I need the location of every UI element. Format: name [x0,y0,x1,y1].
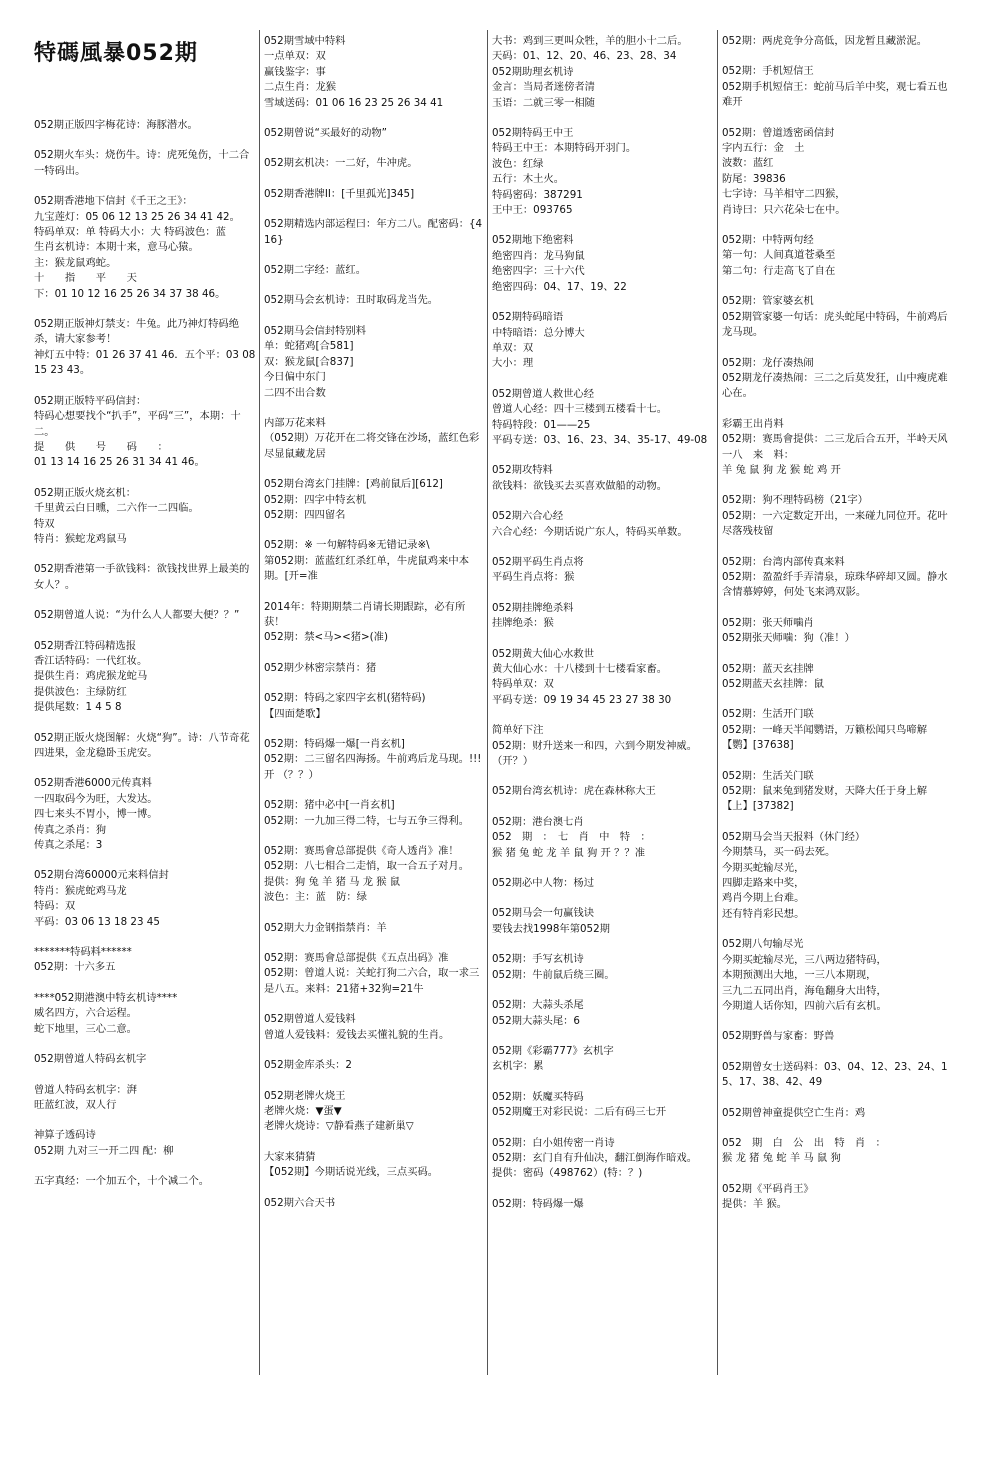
text-line: 王中王：093765 [492,204,573,217]
text-block [722,356,948,402]
text-block [34,1083,256,1114]
text-line: 052期龙仔凑热闹：三二之后莫发狂，山中瘦虎难心在。 [722,371,948,400]
text-line: 特码心想要找个“扒手”，平码“三”，本期：十二。 [34,410,241,438]
text-line: 玉语：二就三零一相随 [492,96,595,109]
text-line: 绝密四码：04、17、19、22 [492,280,627,293]
text-line: 052期助理玄机诗 [492,65,574,78]
text-line: 052期魔王对彩民说：二后有码三七开 [492,1106,667,1119]
text-line: 052期：管家婆玄机 [722,295,814,308]
text-line: 要钱去找1998年第052期 [492,922,610,935]
text-block [722,1182,948,1213]
text-line: 老牌火烧诗：▽静看燕子建新巢▽ [264,1120,414,1133]
text-line: 052期金库杀头：2 [264,1059,352,1072]
text-line: 大书：鸡到三更叫众牲，羊的胆小十二后。 [492,35,688,47]
text-line: 052期《平码肖王》 [722,1182,814,1195]
text-line: 金言：当局者迷傍者清 [492,81,595,94]
text-block [34,991,256,1037]
text-block [492,126,714,218]
text-block [264,921,484,936]
text-block [722,34,948,49]
text-line: 平码生肖点将：猴 [492,571,575,584]
text-line: 052期香港第一手欲钱料：欲钱找世界上最美的女人？。 [34,563,250,591]
text-line: 052期香港牌II：[千里孤光]345] [264,187,415,200]
text-line: （052期）万花开在二将交锋在沙场，蓝红色彩尽显鼠藏龙居 [264,432,480,460]
text-line: 平码专送：09 19 34 45 23 27 38 30 [492,693,672,706]
text-line: 052期马会当天报料（休门经） [722,830,866,843]
text-block [34,731,256,762]
text-line: 还有特肖彩民想。 [722,907,805,920]
text-line: 肖诗曰：只六花朵七在中。 [722,203,846,216]
text-line: 052期大力金钢指禁肖：羊 [264,921,387,934]
text-line: 传真之杀尾：3 [34,839,103,852]
text-line: *******特码料****** [34,946,132,959]
text-line: 提供波色：主绿防红 [34,685,127,698]
text-line: 052期曾道人说：“为什么人人都要大便？？” [34,609,240,622]
text-block [492,310,714,372]
text-line: 052期：牛前鼠后绕三圈。 [492,968,615,981]
text-line: 052期正版火烧图解：火烧“狗”。诗：八节奇花四进果，金龙稳卧玉虎安。 [34,731,250,759]
text-line: 052期：一九加三得二特，七与五争三得利。 [264,814,469,827]
text-line: 052期：曾道透密函信封 [722,126,835,139]
text-line: 【052期】今期话说光线，三点买码。 [264,1166,439,1179]
text-line: 提供：羊 猴。 [722,1198,788,1211]
text-block [492,952,714,983]
text-line: 052期：十六多五 [34,961,116,974]
text-line: 052期张天师噛：狗（准！） [722,632,855,645]
text-block [34,1052,256,1067]
text-block [492,1044,714,1075]
text-block [492,876,714,891]
text-block [264,34,484,111]
text-line: 旺蓝红波，双人行 [34,1098,117,1111]
text-line: 一点单双：双 [264,50,326,63]
text-line: 052期手机短信王：蛇前马后羊中奖，观七看五也难开 [722,80,948,109]
text-block [722,769,948,815]
text-line: 052期特码王中王 [492,127,574,140]
text-block [722,830,948,922]
text-line: 提供：密码（498762）(特：？) [492,1167,643,1180]
text-line: 老牌火烧：▼蛋▼ [264,1104,342,1117]
text-block [264,1012,484,1043]
text-line: 特码单双：双 [492,678,554,691]
text-line: 052期曾说“买最好的动物” [264,127,387,140]
text-block [34,868,256,930]
text-line: 波色：红绿 [492,157,544,170]
text-line: 052期正版特平码信封： [34,394,147,407]
text-block [492,34,714,111]
text-line: 052期：特码爆一爆[一肖玄机] [264,738,405,750]
text-block [264,844,484,906]
text-line: 052期管家婆一句话：虎头蛇尾中特码，牛前鸡后龙马现。 [722,310,948,339]
text-line: 猴 龙 猪 兔 蛇 羊 马 鼠 狗 [722,1152,841,1165]
text-line: 052期火车头：烧伤牛。诗：虎死兔伤，十二合一特码出。 [34,149,250,177]
text-block [34,608,256,623]
text-line: 防尾：39836 [722,172,786,185]
text-line: 052期精选内部运程曰：年方二八。配密码：{416} [264,218,483,246]
text-block [492,723,714,769]
text-line: 四脚走路来中奖， [722,877,805,890]
text-line: 曾道人心经：四十三楼到五楼看十七。 [492,403,668,416]
text-line: 052期：八七相合二走悄，取一合五子对月。 [264,860,469,873]
text-block [264,1196,484,1211]
column-divider [259,30,260,1375]
text-line: 052期香港地下信封《千王之王》： [34,195,193,208]
text-line: 单：蛇猪鸡[合581] [264,340,354,353]
text-line: 052期：财升送来一和四，六到今期发神威。（开？） [492,739,697,768]
text-line: 简单好下注 [492,724,544,737]
text-block [264,416,484,462]
text-line: 052期：龙仔凑热闹 [722,356,814,369]
text-block [722,233,948,279]
text-block [264,1058,484,1073]
text-line: 生肖玄机诗：本期十来，意马心猿。 [34,241,199,254]
text-line: 平码：03 06 13 18 23 45 [34,915,160,928]
text-line: 052期马会玄机诗：丑时取码龙当先。 [264,294,439,307]
text-line: 052期：赛馬會总部提供《奇人透肖》准！ [264,845,459,858]
text-line: 052期 九对三一开二四 配：柳 [34,1144,174,1157]
text-line: 羊 兔 鼠 狗 龙 猴 蛇 鸡 开 [722,463,841,476]
column-1 [34,118,256,1458]
text-line: 052期黄大仙心水救世 [492,647,595,660]
text-block [722,616,948,647]
text-line: 香江话特码：一代红妆。 [34,654,148,667]
text-line: 威名四方，六合运程。 [34,1007,137,1020]
text-line: 052期蓝天玄挂牌：鼠 [722,678,825,690]
text-line: 052 期 白 公 出 特 肖 ： [722,1136,886,1149]
column-3 [492,34,714,1374]
text-block [34,562,256,593]
text-line: 特肖：猴虎蛇鸡马龙 [34,884,127,897]
text-line: 欲钱料：欲钱买去买喜欢做船的动物。 [492,479,668,492]
text-block [722,1029,948,1044]
text-block [264,661,484,676]
text-line: 052期特码暗语 [492,311,564,324]
text-block [264,217,484,248]
text-block [264,1089,484,1135]
text-block [264,951,484,997]
text-line: 2014年：特期期禁二肖请长期跟踪，必有所获！ [264,600,466,628]
text-line: 052期：二三留名四海扬。牛前鸡后龙马现。!!! 开 （？？） [264,753,482,781]
text-line: 052期：玄门自有升仙决，翻江倒海作暗戏。 [492,1151,697,1164]
text-line: 一四取码今为旺，大发达。 [34,792,158,805]
text-line: 052期：两虎竞争分高低，因龙暂且藏淤泥。 [722,35,927,47]
text-block [492,233,714,295]
text-line: 052期《彩霸777》玄机字 [492,1044,614,1057]
text-line: 单双：双 [492,341,534,354]
text-line: 052期野兽与家畜：野兽 [722,1030,835,1043]
text-line: 平码专送：03、16、23、34、35-17、49-08 [492,433,708,446]
column-2 [264,34,484,1374]
text-line: 052期：一六定数定开出，一来碰九同位开。花叶尽落残枝留 [722,509,948,538]
text-block [264,324,484,401]
text-line: 052期：中特两句经 [722,234,814,247]
text-line: 曾道人特码玄机字：湃 [34,1083,137,1096]
text-line: 特码特段：01——25 [492,418,591,431]
text-block [34,1174,256,1189]
text-line: 052期马会一句赢钱诀 [492,907,595,920]
text-line: 052期六合心经 [492,510,564,523]
column-divider [487,30,488,1375]
text-line: 特码：双 [34,900,76,913]
text-block [264,538,484,584]
text-block [722,555,948,601]
text-line: 大家来猜猜 [264,1150,316,1163]
text-line: 052期：赛馬會总部提供《五点出码》准 [264,952,449,965]
text-line: 052期曾神童提供空亡生肖：鸡 [722,1106,866,1119]
text-block [722,1136,948,1167]
text-line: 052期必中人物：杨过 [492,877,595,890]
text-line: 052期挂牌绝杀料 [492,601,574,614]
text-line: 052期：猪中必中[一肖玄机] [264,799,395,812]
text-block [34,1128,256,1159]
text-line: 神算子透码诗 [34,1129,96,1142]
text-line: 052期曾女士送码料：03、04、12、23、24、15、17、38、42、49 [722,1060,948,1089]
text-line: 052期：鼠来兔到猪发财，天降大任于身上解【上】[37382] [722,785,927,813]
column-4 [722,34,948,1374]
text-block [264,1150,484,1181]
text-line: 玄机字：累 [492,1060,544,1073]
page-title: 特碼風暴052期 [34,41,198,66]
text-line: 今期买蛇输尽光，三八两边猪特码， [722,953,887,966]
text-block [34,776,256,853]
text-block [492,387,714,449]
text-line: 052期八句输尽光 [722,938,804,951]
text-line: 特双 [34,517,55,530]
text-line: 052期：手写玄机诗 [492,953,584,966]
text-line: 内部万花来料 [264,416,326,429]
text-block [492,998,714,1029]
text-line: 绝密四肖：龙马狗鼠 [492,249,585,262]
text-line: 052期玄机决：一二好，牛冲虎。 [264,157,418,170]
text-line: 052期台湾60000元来料信封 [34,869,169,882]
text-line: 提 供 号 码 ： [34,440,168,453]
text-line: 052期平码生肖点将 [492,555,584,568]
text-line: 特码单双：单 特码大小：大 特码波色：蓝 [34,226,226,239]
text-line: 052期：台湾内部传真来料 [722,555,845,568]
text-line: 052期曾道人特码玄机字 [34,1053,147,1066]
text-line: 052期：※ 一句解特码※无错记录※\ [264,539,430,552]
text-line: 052期台湾玄机诗：虎在森林称大王 [492,785,656,798]
text-line: 052期：手机短信王 [722,65,814,78]
text-line: 提供：狗 兔 羊 猪 马 龙 猴 鼠 [264,875,401,888]
text-line: 01 13 14 16 25 26 31 34 41 46。 [34,456,205,469]
text-line: 052期：特码之家四字玄机(猪特码) [264,692,426,705]
text-line: 【四面楚歌】 [264,707,326,720]
text-block [34,148,256,179]
text-block [492,647,714,709]
text-line: 字内五行：金 土 [722,142,805,155]
text-block [264,156,484,171]
text-block [722,493,948,539]
text-line: 052期攻特料 [492,464,553,477]
text-line: 十 指 平 天 [34,272,137,285]
text-line: 052期：特码爆一爆 [492,1197,584,1210]
text-line: 提供生肖：鸡虎猴龙蛇马 [34,670,148,683]
text-block [264,126,484,141]
text-line: 052期：张天师噛肖 [722,616,814,629]
text-line: 052期六合天书 [264,1196,336,1209]
text-line: 052期：一峰天半闻鹦语，万籁松闻只鸟啼解【鹦】[37638] [722,723,927,752]
text-line: 波色：主：蓝 防：绿 [264,891,367,904]
text-block [492,815,714,861]
text-line: 本期预测出大地，一三八本期现， [722,969,877,982]
text-line: 下：01 10 12 16 25 26 34 37 38 46。 [34,287,226,300]
text-block [492,555,714,586]
text-block [34,394,256,471]
text-line: 七字诗：马羊相守二四猴， [722,188,846,201]
text-block [722,294,948,340]
text-line: 赢钱鉴字：事 [264,65,326,78]
text-line: 三九二五同出肖，海龟翻身大出特， [722,984,887,997]
text-line: 双：猴龙鼠[合837] [264,355,354,368]
text-line: 波数：蓝红 [722,157,774,170]
text-line: 052期正版神灯禁支：牛兔。此乃神灯特码绝杀，请大家参考！ [34,318,239,346]
text-line: 052期：港台澳七肖 [492,815,584,828]
text-block [264,477,484,523]
text-line: 特肖：猴蛇龙鸡鼠马 [34,532,127,545]
text-line: 四七来头不胃小，博一博。 [34,808,158,821]
text-line: 052期：四四留名 [264,508,346,521]
text-line: 传真之杀肖：狗 [34,823,107,836]
text-line: 今期道人话你知，四前六后有玄机。 [722,999,887,1012]
text-line: 052期香江特码精选报 [34,639,137,652]
text-block [722,417,948,479]
text-line: 052 期 ： 七 肖 中 特 ： [492,831,651,844]
text-block [34,486,256,548]
text-line: 二点生肖：龙猴 [264,81,337,94]
text-block [264,187,484,202]
text-line: 今期买蛇输尽光， [722,861,805,874]
text-line: 五字真经：一个加五个，十个减二个。 [34,1175,210,1188]
text-line: 挂牌绝杀：猴 [492,617,554,630]
text-line: 绝密四字：三十六代 [492,265,585,278]
text-block [34,118,256,133]
text-block [264,600,484,646]
text-line: 第052期：蓝蓝红红杀红单，牛虎鼠鸡来中本期。[开=准 [264,554,469,583]
text-line: 提供尾数：1 4 5 8 [34,701,122,714]
text-line: 052期台湾玄门挂牌：[鸡前鼠后][612] [264,478,443,491]
text-block [492,1090,714,1121]
text-line: 黄大仙心水：十八楼到十七楼看家畜。 [492,663,668,675]
text-line: 052期香港6000元传真料 [34,777,152,790]
text-block [34,317,256,379]
text-line: 052期大蒜头尾：6 [492,1014,580,1027]
text-block [722,64,948,110]
text-line: 052期正版火烧玄机： [34,486,137,499]
text-block [492,784,714,799]
text-line: 今日偏中东门 [264,371,326,384]
text-line: 六合心经：今期话说广东人，特码买单数。 [492,525,688,538]
text-line: 千里黄云白日曛，二六作一二四临。 [34,502,199,515]
text-line: 今期禁马，买一码去死。 [722,846,836,859]
text-block [264,737,484,783]
text-block [264,798,484,829]
text-line: 中特暗语：总分博大 [492,326,585,339]
text-line: 052期：白小姐传密一肖诗 [492,1136,615,1149]
text-line: 052期：生活开门联 [722,708,814,721]
text-line: 052期正版四字梅花诗：海豚潜水。 [34,119,198,131]
text-line: 052期：大蒜头杀尾 [492,999,584,1012]
text-block [492,463,714,494]
text-block [722,1060,948,1091]
text-block [492,1136,714,1182]
text-line: 052期二字经：蓝红。 [264,264,367,277]
text-block [492,1197,714,1212]
text-line: 特码密码：387291 [492,188,583,201]
text-line: 特码王中王：本期特码开羽门。 [492,142,637,155]
text-block [722,937,948,1014]
text-line: 雪域送码：01 06 16 23 25 26 34 41 [264,96,444,109]
text-block [492,601,714,632]
text-line: 天码：01、12、20、46、23、28、34 [492,50,677,63]
text-line: 第二句：行走高飞了自在 [722,264,836,277]
text-line: ****052期港澳中特玄机诗**** [34,991,178,1004]
text-block [34,194,256,302]
text-line: 052期：曾道人说：关蛇打狗二六合，取一求三是八五。来料：21猪+32狗=21牛 [264,967,480,995]
text-line: 五行：木土火。 [492,173,565,186]
text-line: 二四不出合数 [264,386,326,399]
text-line: 052期：蓝天玄挂牌 [722,662,814,675]
text-line: 鸡肖今期上台难。 [722,892,805,905]
text-block [264,263,484,278]
text-line: 052期雪域中特料 [264,35,346,47]
text-block [722,707,948,753]
text-line: 052期：赛馬會提供：二三龙后合五开，半岭天风一八 来 料： [722,433,948,461]
text-block [34,639,256,716]
text-block [722,126,948,218]
text-line: 猴 猪 兔 蛇 龙 羊 鼠 狗 开 ？？准 [492,846,646,859]
text-line: 第一句：人间真道苍桑至 [722,249,836,262]
text-line: 052期马会信封特别料 [264,324,367,337]
text-line: 052期地下绝密料 [492,234,574,247]
text-block [264,293,484,308]
text-line: 052期：盈盈纤手弄清泉，琼珠华碎却又圆。静水含情慕婷婷，何处飞来鸿双影。 [722,570,948,599]
text-block [722,662,948,693]
text-line: 大小：理 [492,357,534,370]
text-line: 主：猴龙鼠鸡蛇。 [34,256,117,269]
text-line: 052期：妖魔买特码 [492,1090,584,1103]
text-line: 052期：禁<马><猪>(准) [264,631,388,644]
text-line: 052期：四字中特玄机 [264,493,367,506]
text-line: 曾道人爱钱料：爱钱去买懂礼貌的生肖。 [264,1028,450,1041]
text-block [492,906,714,937]
text-line: 彩霸王出肖料 [722,417,784,430]
text-block [492,509,714,540]
text-line: 052期曾道人爱钱料 [264,1013,356,1026]
column-divider [717,30,718,1375]
text-block [264,691,484,722]
text-block [34,945,256,976]
text-line: 蛇下地里，三心二意。 [34,1022,137,1035]
text-line: 052期：生活关门联 [722,769,814,782]
text-block [722,1106,948,1121]
text-line: 九宝莲灯：05 06 12 13 25 26 34 41 42。 [34,210,240,223]
text-line: 052期曾道人救世心经 [492,387,595,400]
text-line: 052期：狗不理特码榜（21字） [722,494,869,507]
text-line: 052期老牌火烧王 [264,1089,346,1102]
text-line: 神灯五中特：01 26 37 41 46．五个平：03 08 15 23 43。 [34,348,256,377]
text-line: 052期少林密宗禁肖：猪 [264,661,377,674]
